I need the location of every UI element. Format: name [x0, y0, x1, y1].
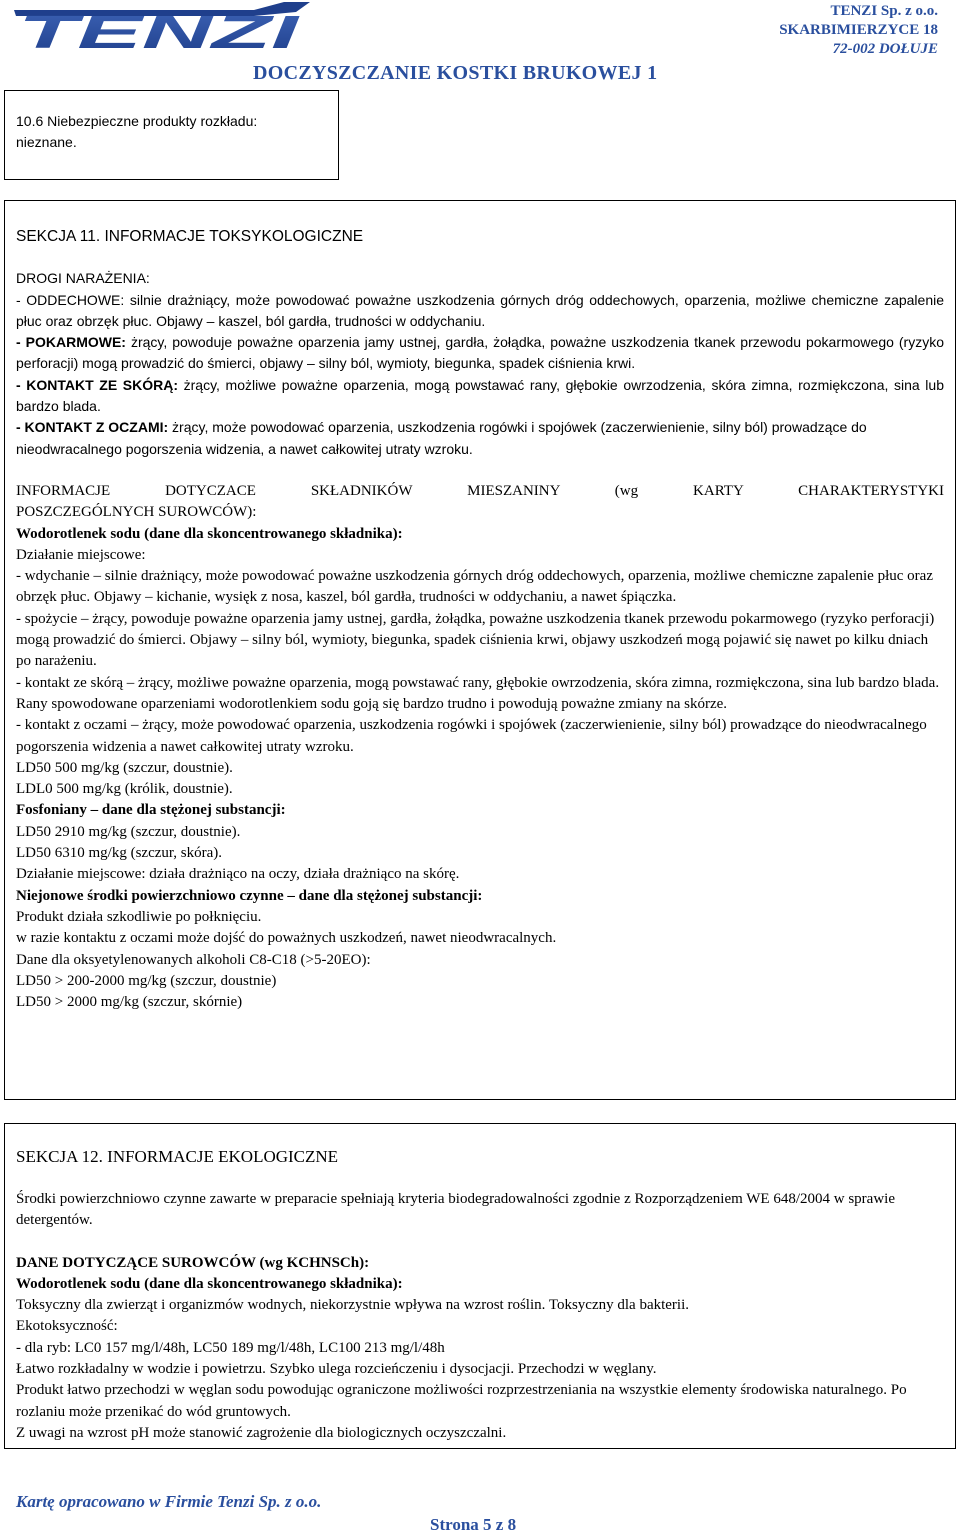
raw-materials-heading: DANE DOTYCZĄCE SUROWCÓW (wg KCHNSCh):: [16, 1254, 370, 1271]
hazardous-products-value: nieznane.: [16, 134, 77, 151]
ingestion-label: - POKARMOWE:: [16, 334, 126, 351]
naoh-heading: Wodorotlenek sodu (dane dla skoncentrowanego składnika):: [16, 525, 403, 542]
ethoxylated-ld50-oral: LD50 > 200-2000 mg/kg (szczur, doustnie): [16, 972, 277, 989]
section-10-6-box: [4, 90, 339, 180]
skin-contact-paragraph: [16, 375, 944, 418]
ldl0-rabbit-oral: LDL0 500 mg/kg (królik, doustnie).: [16, 781, 233, 798]
ingredients-info-line1: INFORMACJE DOTYCZACE SKŁADNIKÓW MIESZANINY (wg KARTY CHARAKTERYSTYKI: [16, 482, 944, 499]
ethoxylated-ld50-skin: LD50 > 2000 mg/kg (szczur, skórnie): [16, 994, 243, 1011]
eye-contact-paragraph: [16, 417, 944, 460]
tenzi-logo-icon: [14, 2, 310, 50]
eye-contact-text: żrący, może powodować oparzenia, uszkodzenia rogówki i spojówek (zaczerwienienie, silny ból) prowadzące do nieodwracalnego pogorszenia widzenia, a nawet całkowitej utraty wzroku.: [16, 419, 867, 457]
ingredients-info-line2: POSZCZEGÓLNYCH SUROWCÓW):: [16, 504, 257, 521]
phosphonates-heading: Fosfoniany – dane dla stężonej substancji:: [16, 802, 286, 819]
naoh-eco-heading: Wodorotlenek sodu (dane dla skoncentrowanego składnika):: [16, 1275, 403, 1292]
phosphonates-local-action: Działanie miejscowe: działa drażniąco na oczy, działa drażniąco na skórę.: [16, 866, 460, 883]
nonionic-harmful: Produkt działa szkodliwie po połknięciu.: [16, 908, 262, 925]
company-name: TENZI Sp. z o.o.: [830, 3, 938, 19]
document-title: DOCZYSZCZANIE KOSTKI BRUKOWEJ 1: [253, 62, 658, 84]
ethoxylated-alcohols-data: Dane dla oksyetylenowanych alkoholi C8-C18 (>5-20EO):: [16, 951, 371, 968]
inhalation-text: - wdychanie – silnie drażniący, może powodować poważne uszkodzenia górnych dróg oddechowych, oparzenia, możliwe chemiczne zapalenie płuc oraz obrzęk płuc. Objawy – kichanie, wysięk z nosa, kaszel, ból gardła, trudności w oddychaniu, a nawet śpiączka.: [16, 568, 933, 606]
respiratory-paragraph: [16, 290, 944, 333]
section-12-box: [4, 1123, 956, 1449]
respiratory-text: silnie drażniący, może powodować poważne uszkodzenia górnych dróg oddechowych, oparzenia, możliwe chemiczne zapalenie płuc oraz obrzęk płuc. Objawy – kaszel, ból gardła, trudności w oddychaniu.: [16, 291, 945, 329]
eye-detail-text: - kontakt z oczami – żrący, może powodować oparzenia, uszkodzenia rogówki i spojówek (zaczerwienienie, silny ból) prowadzące do nieodwracalnego pogorszenia widzenia a nawet całkowitej utraty wzroku.: [16, 717, 927, 755]
ingestion-paragraph: [16, 332, 944, 375]
phosphonates-ld50-skin: LD50 6310 mg/kg (szczur, skóra).: [16, 845, 223, 862]
ingestion-text: żrący, powoduje poważne oparzenia jamy ustnej, gardła, żołądka, poważne uszkodzenia tkanek przewodu pokarmowego (ryzyko perforacji) mogą prowadzić do śmierci, objawy – silny ból, wymioty, biegunka, spadek ciśnienia krwi.: [16, 334, 944, 372]
skin-contact-label: - KONTAKT ZE SKÓRĄ:: [16, 376, 179, 393]
respiratory-label: - ODDECHOWE:: [16, 291, 125, 308]
nonionic-heading: Niejonowe środki powierzchniowo czynne – dane dla stężonej substancji:: [16, 887, 483, 904]
exposure-routes-heading: DROGI NARAŻENIA:: [16, 270, 150, 287]
carbonate-text: Produkt łatwo przechodzi w węglan sodu powodując ograniczone możliwości rozprzestrzeniania na wszystkie elementy środowiska naturalnego. Po rozlaniu może przenikać do wód gruntowych.: [16, 1382, 907, 1420]
tenzi-logo: [14, 2, 310, 50]
phosphonates-ld50-oral: LD50 2910 mg/kg (szczur, doustnie).: [16, 823, 241, 840]
section-11-title: SEKCJA 11. INFORMACJE TOKSYKOLOGICZNE: [16, 228, 364, 245]
page-number: Strona 5 z 8: [430, 1515, 517, 1534]
ph-warning: Z uwagi na wzrost pH może stanowić zagrożenie dla biologicznych oczyszczalni.: [16, 1424, 507, 1441]
section-12-title: SEKCJA 12. INFORMACJE EKOLOGICZNE: [16, 1147, 339, 1166]
ingestion-detail-text: - spożycie – żrący, powoduje poważne oparzenia jamy ustnej, gardła, żołądka, poważne uszkodzenia tkanek przewodu pokarmowego (ryzyko perforacji) mogą prowadzić do śmierci. Objawy – silny ból, wymioty, biegunka, spadek ciśnienia krwi, objawy uszkodzeń mogą pojawić się nawet po kilku dniach po narażeniu.: [16, 610, 935, 670]
local-action-label: Działanie miejscowe:: [16, 546, 146, 563]
fish-toxicity: - dla ryb: LC0 157 mg/l/48h, LC50 189 mg/l/48h, LC100 213 mg/l/48h: [16, 1339, 445, 1356]
svg-text:TENZI: TENZI: [18, 6, 301, 50]
company-street: SKARBIMIERZYCE 18: [779, 22, 938, 38]
hazardous-products-heading: 10.6 Niebezpieczne produkty rozkładu:: [16, 113, 258, 129]
ecotoxicity-label: Ekotoksyczność:: [16, 1318, 118, 1335]
nonionic-eye-contact: w razie kontaktu z oczami może dojść do poważnych uszkodzeń, nawet nieodwracalnych.: [16, 930, 557, 947]
skin-detail-text: - kontakt ze skórą – żrący, możliwe poważne oparzenia, mogą powstawać rany, głębokie owrzodzenia, skóra zimna, rozmiękczona, sina lub bardzo blada. Rany spowodowane oparzeniami wodorotlenkiem sodu goją się bardzo trudno i powodują poważne zmiany na skórze.: [16, 674, 940, 712]
surfactants-biodegradability: Środki powierzchniowo czynne zawarte w preparacie spełniają kryteria biodegradowalności zgodnie z Rozporządzeniem WE 648/2004 w sprawie detergentów.: [16, 1191, 895, 1229]
company-address: [779, 2, 938, 59]
section-11-box: [4, 200, 956, 1100]
company-postcode: 72-002 DOŁUJE: [832, 41, 938, 57]
toxicity-text: Toksyczny dla zwierząt i organizmów wodnych, niekorzystnie wpływa na wzrost roślin. Toksyczny dla bakterii.: [16, 1297, 690, 1314]
ld50-rat-oral: LD50 500 mg/kg (szczur, doustnie).: [16, 759, 233, 776]
eye-contact-label: - KONTAKT Z OCZAMI:: [16, 419, 169, 436]
degradability-text: Łatwo rozkładalny w wodzie i powietrzu. Szybko ulega rozcieńczeniu i dysocjacji. Przechodzi w węglany.: [16, 1361, 657, 1378]
footer-prepared-by: Kartę opracowano w Firmie Tenzi Sp. z o.o.: [16, 1492, 322, 1511]
skin-contact-text: żrący, możliwe poważne oparzenia, mogą powstawać rany, głębokie owrzodzenia, skóra zimna, rozmiękczona, sina lub bardzo blada.: [16, 376, 944, 415]
